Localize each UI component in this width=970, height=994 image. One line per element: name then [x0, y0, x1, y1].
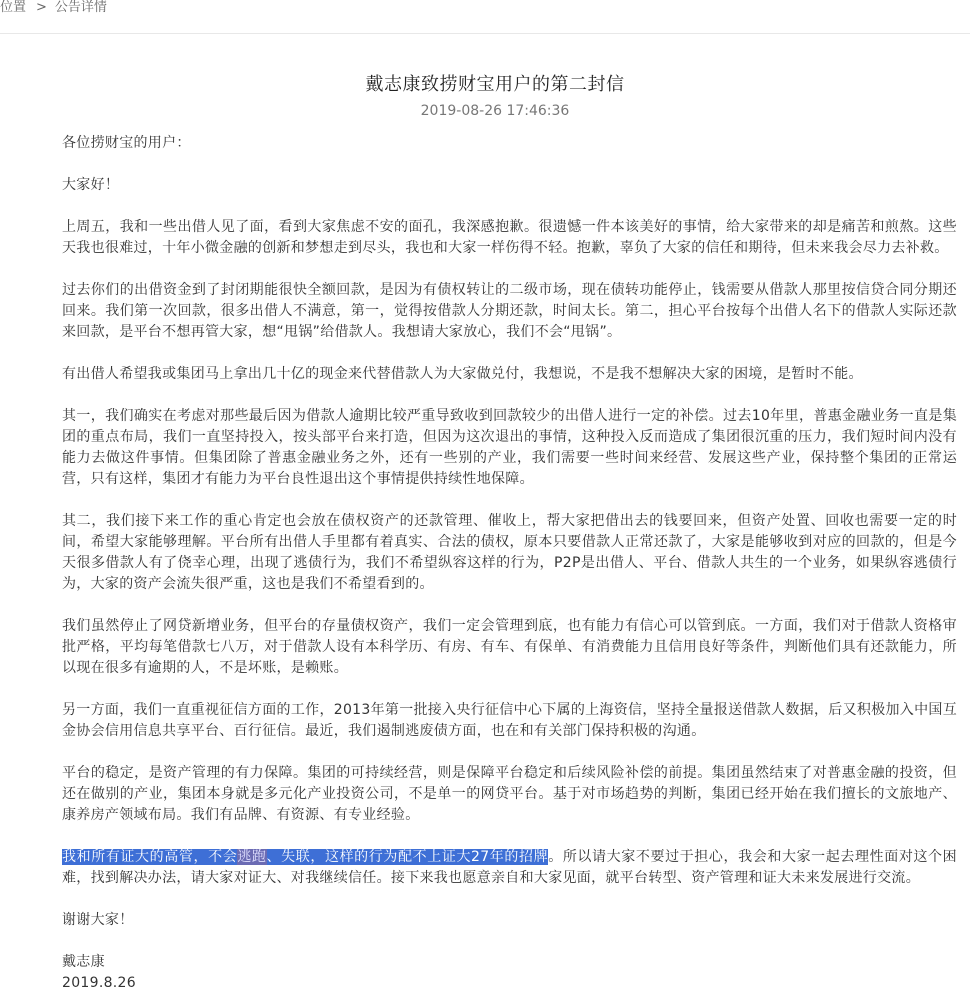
- breadcrumb-location-link[interactable]: 位置: [0, 0, 27, 15]
- paragraph-7: 另一方面，我们一直重视征信方面的工作，2013年第一批接入央行征信中心下属的上海资信，坚持全量报送借款人数据，后又积极加入中国互金协会信用信息共享平台、百行征信。最近，我们遏制逃废债方面，也在和有关部门保持积极的沟通。: [62, 702, 957, 739]
- paragraph-5: 其二，我们接下来工作的重心肯定也会放在债权资产的还款管理、催收上，帮大家把借出去的钱要回来，但资产处置、回收也需要一定的时间，希望大家能够理解。平台所有出借人手里都有着真实、合法的债权，原本只要借款人正常还款了，大家是能够收到对应的回款的，但是今天很多借款人有了侥幸心理，出现了逃债行为，我们不希望纵容这样的行为，P2P是出借人、平台、借款人共生的一个业务，如果纵容逃债行为，大家的资产会流失很严重，这也是我们不希望看到的。: [62, 513, 957, 592]
- greeting: 各位捞财宝的用户：: [62, 135, 191, 151]
- paragraph-3: 有出借人希望我或集团马上拿出几十亿的现金来代替借款人为大家做兑付，我想说，不是我不想解决大家的困境，是暂时不能。: [62, 366, 863, 382]
- article-title: 戴志康致捞财宝用户的第二封信: [365, 74, 625, 95]
- paragraph-6: 我们虽然停止了网贷新增业务，但平台的存量债权资产，我们一定会管理到底，也有能力有信心可以管到底。一方面，我们对于借款人资格审批严格，平均每笔借款七八万，对于借款人设有本科学历、有房、有车、有保单、有消费能力且信用良好等条件，判断他们具有还款能力，所以现在很多有逾期的人，不是坏账，是赖账。: [62, 618, 957, 676]
- article-date: 2019-08-26 17:46:36: [420, 103, 570, 119]
- header-divider: [0, 33, 970, 34]
- breadcrumb: [0, 0, 107, 16]
- selected-text-end[interactable]: 、失联，这样的行为配不上证大27年的招牌: [266, 849, 549, 865]
- selected-text[interactable]: 我和所有证大的高管，不会: [62, 849, 238, 865]
- breadcrumb-current: 公告详情: [54, 0, 107, 15]
- sign-date: 2019.8.26: [62, 975, 136, 991]
- thanks: 谢谢大家！: [62, 912, 134, 928]
- breadcrumb-separator: >: [36, 0, 47, 15]
- signature: 戴志康: [62, 954, 105, 970]
- paragraph-8: 平台的稳定，是资产管理的有力保障。集团的可持续经营，则是保障平台稳定和后续风险补偿的前提。集团虽然结束了对普惠金融的投资，但还在做别的产业，集团本身就是多元化产业投资公司，不是单一的网贷平台。基于对市场趋势的判断，集团已经开始在我们擅长的文旅地产、康养房产领域布局。我们有品牌、有资源、有专业经验。: [62, 765, 957, 823]
- paragraph-1: 上周五，我和一些出借人见了面，看到大家焦虑不安的面孔，我深感抱歉。很遗憾一件本该美好的事情，给大家带来的却是痛苦和煎熬。这些天我也很难过，十年小微金融的创新和梦想走到尽头，我也和大家一样伤得不轻。抱歉，辜负了大家的信任和期待，但未来我会尽力去补救。: [62, 219, 957, 256]
- paragraph-9: [62, 847, 957, 889]
- paragraph-9-rest: 。所以请大家不要过于担心，我会和大家一起去理性面对这个困难，找到解决办法，请大家对证大、对我继续信任。接下来我也愿意亲自和大家见面，就平台转型、资产管理和证大未来发展进行交流。: [62, 849, 957, 886]
- paragraph-2: 过去你们的出借资金到了封闭期能很快全额回款，是因为有债权转让的二级市场，现在债转功能停止，钱需要从借款人那里按信贷合同分期还回来。我们第一次回款，很多出借人不满意，第一，觉得按借款人分期还款，时间太长。第二，担心平台按每个出借人名下的借款人实际还款来回款，是平台不想再管大家，想“甩锅”给借款人。我想请大家放心，我们不会“甩锅”。: [62, 282, 957, 340]
- paragraph-4: 其一，我们确实在考虑对那些最后因为借款人逾期比较严重导致收到回款较少的出借人进行一定的补偿。过去10年里，普惠金融业务一直是集团的重点布局，我们一直坚持投入，按头部平台来打造，但因为这次退出的事情，这种投入反而造成了集团很沉重的压力，我们短时间内没有能力去做这件事情。但集团除了普惠金融业务之外，还有一些别的产业，我们需要一些时间来经营、发展这些产业，保持整个集团的正常运营，只有这样，集团才有能力为平台良性退出这个事情提供持续性地保障。: [62, 408, 957, 487]
- hello: 大家好！: [62, 177, 120, 193]
- selected-text-dark[interactable]: 逃跑: [237, 849, 267, 865]
- article-body: [62, 133, 957, 994]
